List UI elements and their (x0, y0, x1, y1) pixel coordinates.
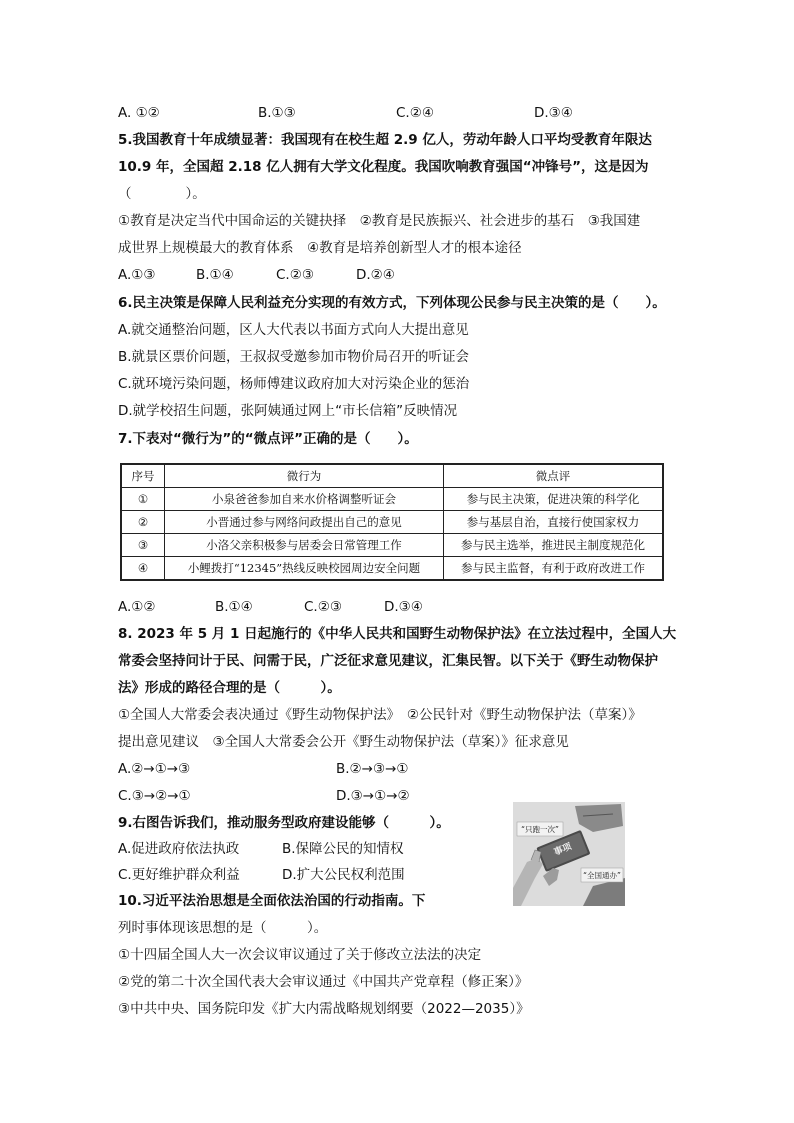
table-cell: 参与民主选举，推进民主制度规范化 (444, 534, 664, 557)
q7-stem: 7.下表对“微行为”的“微点评”正确的是（ ）。 (118, 431, 418, 447)
q4-option-b: B.①③ (258, 105, 296, 121)
table-cell: ② (121, 511, 165, 534)
q8-option-a: A.②→①→③ (118, 761, 191, 777)
table-row (121, 511, 663, 534)
table-cell: 小洛父亲积极参与居委会日常管理工作 (165, 534, 444, 557)
q5-items-line1: ①教育是决定当代中国命运的关键抉择 ②教育是民族振兴、社会进步的基石 ③我国建 (118, 213, 641, 229)
q5-stem-line2: 10.9 年，全国超 2.18 亿人拥有大学文化程度。我国吹响教育强国“冲锋号”，这是因为 (118, 159, 649, 175)
table-cell: 参与民主监督，有利于政府改进工作 (444, 557, 664, 581)
q6-option-b: B.就景区票价问题，王叔叔受邀参加市物价局召开的听证会 (118, 349, 470, 365)
table-cell: 小鲤拨打“12345”热线反映校园周边安全问题 (165, 557, 444, 581)
q10-stem-line1: 10.习近平法治思想是全面依法治国的行动指南。下 (118, 893, 426, 909)
q8-option-d: D.③→①→② (336, 788, 410, 804)
table-row (121, 557, 663, 581)
table-row (121, 534, 663, 557)
table-cell: ④ (121, 557, 165, 581)
q7-option-b: B.①④ (215, 599, 253, 615)
image-label-national: “全国通办” (583, 871, 621, 880)
q7-option-d: D.③④ (384, 599, 423, 615)
q8-stem-line1: 8. 2023 年 5 月 1 日起施行的《中华人民共和国野生动物保护法》在立法过程中，全国人大 (118, 626, 677, 642)
q4-option-d: D.③④ (534, 105, 573, 121)
q10-item-2: ②党的第二十次全国代表大会审议通过《中国共产党章程（修正案）》 (118, 974, 529, 990)
q7-option-c: C.②③ (304, 599, 342, 615)
q9-stem: 9.右图告诉我们，推动服务型政府建设能够（ ）。 (118, 815, 450, 831)
q8-option-b: B.②→③→① (336, 761, 409, 777)
q9-option-b: B.保障公民的知情权 (282, 841, 404, 857)
q8-items-line2: 提出意见建议 ③全国人大常委会公开《野生动物保护法（草案）》征求意见 (118, 734, 569, 750)
table-row (121, 488, 663, 511)
table-header-row (121, 464, 663, 488)
q5-stem-line1: 5.我国教育十年成绩显著：我国现有在校生超 2.9 亿人，劳动年龄人口平均受教育年限达 (118, 132, 652, 148)
image-label-matters: 事项 (552, 841, 574, 859)
q5-option-a: A.①③ (118, 267, 156, 283)
q9-illustration (513, 802, 625, 906)
q7-table (120, 463, 664, 581)
q5-items-line2: 成世界上规模最大的教育体系 ④教育是培养创新型人才的根本途径 (118, 240, 522, 256)
q6-stem: 6.民主决策是保障人民利益充分实现的有效方式，下列体现公民参与民主决策的是（ ）。 (118, 295, 666, 311)
table-cell: 小泉爸爸参加自来水价格调整听证会 (165, 488, 444, 511)
q6-option-a: A.就交通整治问题，区人大代表以书面方式向人大提出意见 (118, 322, 469, 338)
q9-option-d: D.扩大公民权利范围 (282, 867, 405, 883)
q8-stem-line2: 常委会坚持问计于民、问需于民，广泛征求意见建议，汇集民智。以下关于《野生动物保护 (118, 653, 658, 669)
table-header: 序号 (121, 464, 165, 488)
q5-option-d: D.②④ (356, 267, 395, 283)
q10-stem-line2: 列时事体现该思想的是（ ）。 (118, 920, 328, 936)
q6-option-c: C.就环境污染问题，杨师傅建议政府加大对污染企业的惩治 (118, 376, 470, 392)
q8-option-c: C.③→②→① (118, 788, 191, 804)
table-header: 微行为 (165, 464, 444, 488)
q10-item-1: ①十四届全国人大一次会议审议通过了关于修改立法法的决定 (118, 947, 482, 963)
q8-items-line1: ①全国人大常委会表决通过《野生动物保护法》 ②公民针对《野生动物保护法（草案）》 (118, 707, 642, 723)
table-cell: 参与民主决策，促进决策的科学化 (444, 488, 664, 511)
table-cell: 参与基层自治，直接行使国家权力 (444, 511, 664, 534)
table-cell: ③ (121, 534, 165, 557)
q4-option-c: C.②④ (396, 105, 434, 121)
cartoon-image (513, 802, 625, 906)
q8-stem-line3: 法》形成的路径合理的是（ ）。 (118, 680, 341, 696)
table-cell: 小晋通过参与网络问政提出自己的意见 (165, 511, 444, 534)
q6-option-d: D.就学校招生问题，张阿姨通过网上“市长信箱”反映情况 (118, 403, 458, 419)
q5-option-b: B.①④ (196, 267, 234, 283)
q9-option-c: C.更好维护群众利益 (118, 867, 240, 883)
table-cell: ① (121, 488, 165, 511)
q5-option-c: C.②③ (276, 267, 314, 283)
image-label-only-once: “只跑一次” (521, 825, 559, 834)
q4-option-a: A. ①② (118, 105, 160, 121)
q10-item-3: ③中共中央、国务院印发《扩大内需战略规划纲要（2022—2035）》 (118, 1001, 530, 1017)
q5-stem-line3: （ ）。 (118, 186, 206, 202)
q9-option-a: A.促进政府依法执政 (118, 841, 240, 857)
table-header: 微点评 (444, 464, 664, 488)
q7-option-a: A.①② (118, 599, 156, 615)
